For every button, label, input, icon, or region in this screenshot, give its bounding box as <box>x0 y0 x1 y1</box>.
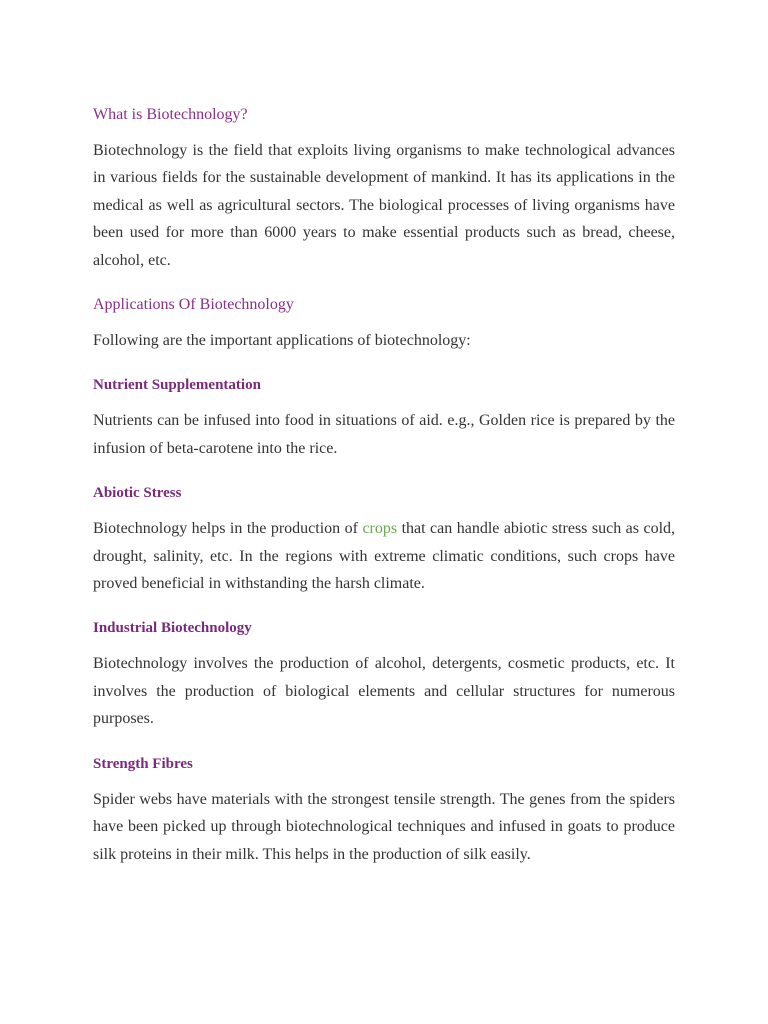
heading-what-is-biotechnology: What is Biotechnology? <box>93 106 248 123</box>
applications-intro: Following are the important applications of biotechnology: <box>93 332 471 350</box>
section-title-industrial: Industrial Biotechnology <box>93 620 252 637</box>
crops-link[interactable]: crops <box>362 520 398 538</box>
abiotic-text-after: that can handle abiotic stress such as cold, drought, salinity, etc. In the regions with extreme climatic conditions, such crops have proved beneficial in withstanding the harsh climate. <box>93 520 676 593</box>
section-body-abiotic <box>93 515 675 597</box>
section-title-fibres: Strength Fibres <box>93 755 193 772</box>
section-title-nutrient: Nutrient Supplementation <box>93 377 261 394</box>
section-body-industrial: Biotechnology involves the production of alcohol, detergents, cosmetic products, etc. It involves the production of biological elements and cellular structures for numerous purposes. <box>93 655 675 728</box>
document-page <box>93 101 675 885</box>
section-body-fibres: Spider webs have materials with the strongest tensile strength. The genes from the spiders have been picked up through biotechnological techniques and infused in goats to produce silk proteins in their milk. This helps in the production of silk easily. <box>93 790 675 863</box>
section-body-nutrient: Nutrients can be infused into food in situations of aid. e.g., Golden rice is prepared by the infusion of beta-carotene into the rice. <box>93 412 675 457</box>
heading-applications: Applications Of Biotechnology <box>93 296 294 314</box>
section-title-abiotic: Abiotic Stress <box>93 485 182 502</box>
intro-paragraph: Biotechnology is the field that exploits living organisms to make technological advances in various fields for the sustainable development of mankind. It has its applications in the medical as well as agricultural sectors. The biological processes of living organisms have been used for more than 6000 years to make essential products such as bread, cheese, alcohol, etc. <box>93 142 675 269</box>
abiotic-text-before: Biotechnology helps in the production of <box>93 520 363 538</box>
